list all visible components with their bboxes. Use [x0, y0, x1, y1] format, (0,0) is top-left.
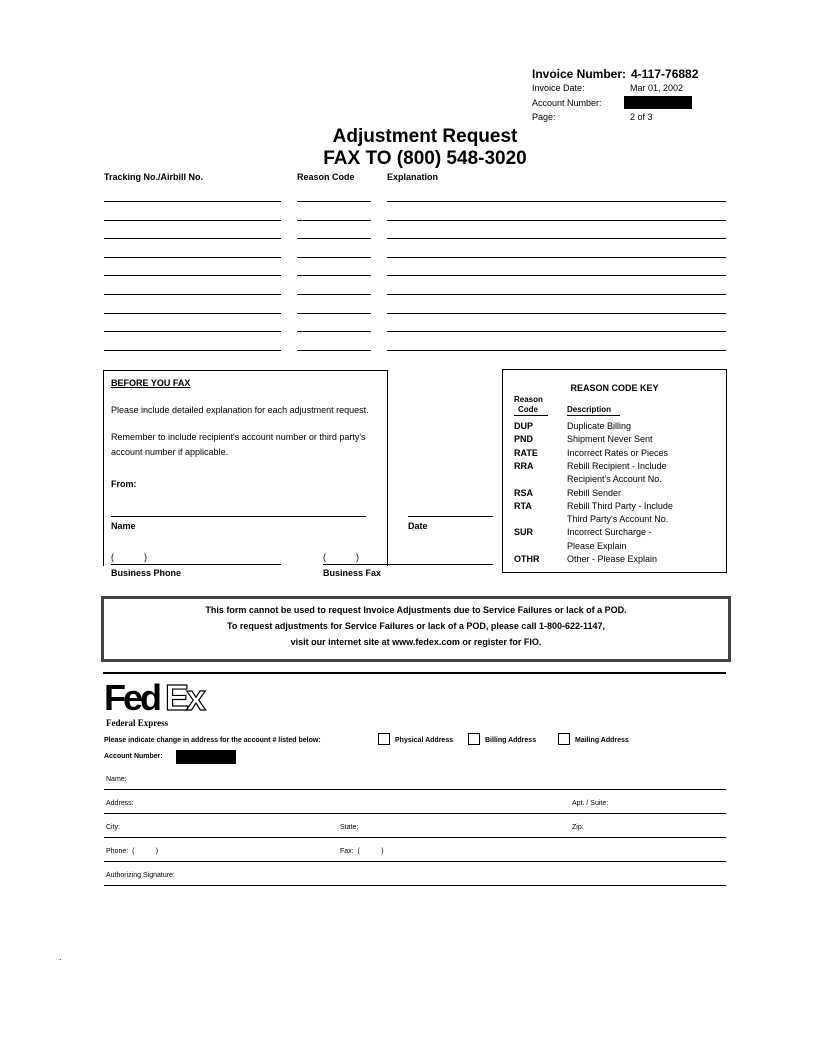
- mailing-address-label: Mailing Address: [575, 737, 629, 744]
- reason-code: OTHR: [514, 554, 540, 564]
- phone-field-line[interactable]: [104, 861, 726, 862]
- signature-line[interactable]: [104, 885, 726, 886]
- reason-code-cell[interactable]: [297, 294, 371, 295]
- billing-address-checkbox[interactable]: [468, 733, 480, 745]
- address-account-redaction: [176, 750, 236, 764]
- section-divider: [103, 672, 726, 674]
- reason-description: Rebill Recipient - Include: [567, 460, 667, 471]
- reason-code: SUR: [514, 527, 534, 538]
- state-label: State:: [340, 824, 359, 831]
- tracking-cell[interactable]: [104, 257, 281, 258]
- fax-field-label: Fax: ( ): [340, 848, 384, 855]
- address-field-label: Address:: [106, 800, 134, 807]
- before-fax-line1: Please include detailed explanation for each adjustment request.: [111, 405, 369, 415]
- mailing-address-checkbox[interactable]: [558, 733, 570, 745]
- notice-line2: To request adjustments for Service Failures or lack of a POD, please call 1-800-622-1147,: [227, 621, 605, 631]
- tracking-cell[interactable]: [104, 331, 281, 332]
- explanation-cell[interactable]: [387, 294, 726, 295]
- invoice-number-label: Invoice Number:: [532, 67, 627, 81]
- before-fax-line2: Remember to include recipient's account number or third party's: [111, 432, 366, 442]
- account-number-label: Account Number:: [532, 98, 602, 108]
- reason-description: Shipment Never Sent: [567, 434, 653, 445]
- description-header: Description: [567, 405, 612, 414]
- name-label: Name: [111, 521, 136, 531]
- reason-code: PND: [514, 434, 534, 445]
- logo-subtitle: Federal Express: [106, 718, 169, 728]
- apt-suite-label: Apt. / Suite:: [572, 800, 609, 807]
- reason-code-header: Reason Code: [297, 172, 355, 182]
- reason-code-cell[interactable]: [297, 220, 371, 221]
- page-label: Page:: [532, 112, 556, 122]
- reason-code: RSA: [514, 487, 534, 498]
- before-you-fax-heading: BEFORE YOU FAX: [111, 378, 191, 388]
- reason-description: Please Explain: [567, 540, 627, 551]
- notice-line1: This form cannot be used to request Invoice Adjustments due to Service Failures or lack of a POD.: [205, 605, 627, 615]
- reason-code-key-title: REASON CODE KEY: [570, 383, 659, 393]
- invoice-date-label: Invoice Date:: [532, 83, 585, 93]
- reason-description: Incorrect Surcharge -: [567, 527, 652, 538]
- notice-line3: visit our internet site at www.fedex.com or register for FIO.: [290, 637, 542, 647]
- reason-code-cell[interactable]: [297, 331, 371, 332]
- reason-code: RATE: [514, 447, 538, 458]
- invoice-number-value: 4-117-76882: [631, 67, 699, 81]
- form-title: Adjustment Request: [332, 126, 518, 147]
- code-header-underline: [514, 415, 548, 416]
- signature-label: Authorizing Signature:: [106, 872, 175, 879]
- reason-code: RRA: [514, 460, 534, 471]
- from-label: From:: [111, 479, 137, 489]
- fax-number-title: FAX TO (800) 548-3020: [323, 148, 527, 169]
- date-label: Date: [408, 521, 428, 531]
- fedex-logo: [104, 678, 224, 730]
- reason-code-cell[interactable]: [297, 275, 371, 276]
- physical-address-label: Physical Address: [395, 737, 454, 744]
- reason-code-cell[interactable]: [297, 238, 371, 239]
- billing-address-label: Billing Address: [485, 737, 537, 744]
- business-fax-label: Business Fax: [323, 568, 382, 578]
- reason-code-header-2: Code: [518, 405, 538, 414]
- explanation-header: Explanation: [387, 172, 439, 182]
- reason-code-key-box: [502, 369, 727, 573]
- name-field-label: Name:: [106, 776, 127, 783]
- city-label: City:: [106, 824, 120, 831]
- city-field-line[interactable]: [104, 837, 726, 838]
- explanation-cell[interactable]: [387, 238, 726, 239]
- explanation-cell[interactable]: [387, 275, 726, 276]
- date-line[interactable]: [408, 516, 493, 517]
- reason-description: Duplicate Billing: [567, 421, 632, 431]
- reason-description: Recipient's Account No.: [567, 474, 662, 485]
- tracking-cell[interactable]: [104, 350, 281, 351]
- business-phone-label: Business Phone: [111, 568, 182, 578]
- reason-description: Incorrect Rates or Pieces: [567, 447, 669, 458]
- reason-description: Other - Please Explain: [567, 554, 658, 564]
- name-field-line[interactable]: [104, 789, 726, 790]
- explanation-cell[interactable]: [387, 331, 726, 332]
- reason-code-cell[interactable]: [297, 350, 371, 351]
- tracking-cell[interactable]: [104, 275, 281, 276]
- physical-address-checkbox[interactable]: [378, 733, 390, 745]
- reason-description: Rebill Third Party - Include: [567, 500, 673, 511]
- tracking-cell[interactable]: [104, 238, 281, 239]
- reason-code: DUP: [514, 421, 534, 431]
- explanation-cell[interactable]: [387, 220, 726, 221]
- before-you-fax-box: [103, 370, 388, 566]
- notice-box: [101, 596, 731, 662]
- tracking-cell[interactable]: [104, 313, 281, 314]
- phone-field-label: Phone: ( ): [106, 848, 159, 855]
- tracking-header: Tracking No./Airbill No.: [104, 172, 204, 182]
- address-change-prompt: Please indicate change in address for the account # listed below:: [104, 737, 321, 744]
- logo-fed: Fed: [104, 677, 160, 718]
- explanation-cell[interactable]: [387, 313, 726, 314]
- account-number-redaction: [624, 96, 692, 109]
- tracking-cell[interactable]: [104, 294, 281, 295]
- reason-description: Third Party's Account No.: [567, 514, 669, 525]
- address-field-line[interactable]: [104, 813, 726, 814]
- reason-code-header-1: Reason: [514, 395, 543, 404]
- reason-code-cell[interactable]: [297, 313, 371, 314]
- reason-code: RTA: [514, 500, 532, 511]
- tracking-cell[interactable]: [104, 201, 281, 202]
- reason-code-cell[interactable]: [297, 201, 371, 202]
- reason-description: Rebill Sender: [567, 487, 622, 498]
- reason-code-cell[interactable]: [297, 257, 371, 258]
- footer-mark: .: [59, 952, 62, 962]
- description-header-underline: [567, 415, 620, 416]
- logo-ex: Ex: [165, 677, 204, 718]
- phone-parens: ( ): [111, 552, 147, 562]
- name-line[interactable]: [111, 516, 366, 517]
- explanation-cell[interactable]: [387, 201, 726, 202]
- invoice-date-value: Mar 01, 2002: [630, 83, 684, 93]
- address-account-label: Account Number:: [104, 753, 163, 760]
- tracking-cell[interactable]: [104, 220, 281, 221]
- explanation-cell[interactable]: [387, 350, 726, 351]
- before-fax-line3: account number if applicable.: [111, 447, 229, 457]
- page-value: 2 of 3: [630, 112, 653, 122]
- business-fax-line[interactable]: [323, 564, 493, 565]
- fax-parens: ( ): [323, 552, 359, 562]
- business-phone-line[interactable]: [111, 564, 281, 565]
- zip-label: Zip:: [572, 824, 584, 831]
- explanation-cell[interactable]: [387, 257, 726, 258]
